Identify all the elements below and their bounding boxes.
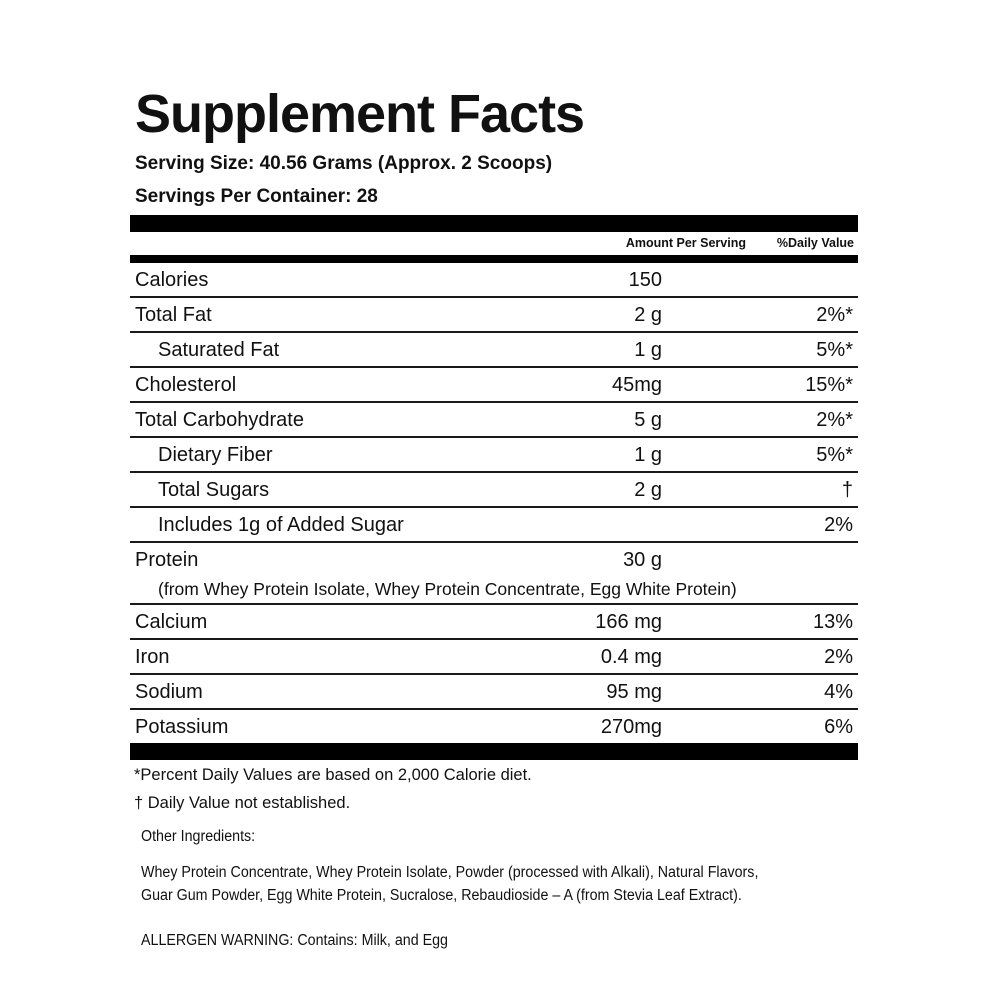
row-total-carbohydrate [130, 403, 858, 438]
nutrient-daily-value: 2% [824, 514, 853, 536]
row-calories [130, 263, 858, 298]
nutrient-daily-value: 4% [824, 681, 853, 703]
row-iron [130, 640, 858, 675]
nutrient-amount: 95 mg [606, 681, 662, 703]
protein-source-note: (from Whey Protein Isolate, Whey Protein Concentrate, Egg White Protein) [158, 579, 737, 599]
nutrient-amount: 0.4 mg [600, 646, 662, 668]
nutrient-name: Iron [135, 646, 170, 668]
top-thick-divider [130, 215, 858, 232]
row-total-sugars [130, 473, 858, 508]
nutrient-amount: 166 mg [595, 611, 662, 633]
nutrient-amount: 2 g [634, 479, 662, 501]
nutrient-name: Total Fat [135, 304, 212, 326]
row-cholesterol [130, 368, 858, 403]
allergen-warning: ALLERGEN WARNING: Contains: Milk, and Egg [141, 932, 448, 949]
row-saturated-fat [130, 333, 858, 368]
nutrient-daily-value: † [841, 479, 853, 501]
row-total-fat [130, 298, 858, 333]
other-ingredients-line-2: Guar Gum Powder, Egg White Protein, Sucralose, Rebaudioside – A (from Stevia Leaf Extract). [141, 887, 742, 904]
nutrient-name: Total Sugars [158, 479, 270, 501]
nutrient-name: Sodium [135, 681, 203, 703]
nutrient-name: Total Carbohydrate [135, 409, 304, 431]
amount-header: Amount Per Serving [625, 236, 746, 250]
nutrient-amount: 1 g [634, 339, 662, 361]
nutrient-name: Calories [135, 269, 209, 291]
nutrient-amount: 45mg [611, 374, 662, 396]
supplement-facts-panel [130, 80, 858, 760]
serving-size: Serving Size: 40.56 Grams (Approx. 2 Scoops) [135, 153, 553, 174]
servings-per-container: Servings Per Container: 28 [135, 186, 378, 207]
footnote-dagger: † Daily Value not established. [134, 794, 351, 812]
nutrient-name: Calcium [135, 611, 208, 633]
bottom-thick-divider [130, 743, 858, 760]
page-title: Supplement Facts [135, 84, 585, 144]
row-dietary-fiber [130, 438, 858, 473]
nutrient-amount: 270mg [600, 716, 662, 738]
nutrient-daily-value: 2%* [816, 409, 853, 431]
other-ingredients-title: Other Ingredients: [141, 828, 256, 845]
column-headers [130, 232, 858, 255]
nutrient-daily-value: 5%* [816, 339, 853, 361]
nutrient-daily-value: 15%* [805, 374, 853, 396]
nutrient-amount: 2 g [634, 304, 662, 326]
nutrient-name: Includes 1g of Added Sugar [158, 514, 404, 536]
nutrient-amount: 5 g [634, 409, 662, 431]
nutrient-daily-value: 6% [824, 716, 853, 738]
nutrient-daily-value: 2%* [816, 304, 853, 326]
other-ingredients-line-1: Whey Protein Concentrate, Whey Protein Isolate, Powder (processed with Alkali), Natural Flavors, [141, 864, 759, 881]
nutrient-amount: 1 g [634, 444, 662, 466]
nutrient-daily-value: 5%* [816, 444, 853, 466]
nutrient-amount: 150 [628, 269, 662, 291]
row-protein [130, 543, 858, 605]
row-calcium [130, 605, 858, 640]
nutrient-amount: 30 g [623, 549, 662, 571]
nutrient-daily-value: 2% [824, 646, 853, 668]
nutrient-name: Saturated Fat [158, 339, 280, 361]
footnote-percent: *Percent Daily Values are based on 2,000 Calorie diet. [134, 766, 532, 784]
row-sodium [130, 675, 858, 710]
nutrient-name: Dietary Fiber [158, 444, 273, 466]
row-potassium [130, 710, 858, 743]
daily-value-header: %Daily Value [776, 236, 854, 250]
row-added-sugar [130, 508, 858, 543]
nutrient-daily-value: 13% [812, 611, 853, 633]
header-divider [130, 255, 858, 263]
nutrient-name: Cholesterol [135, 374, 237, 396]
nutrient-name: Potassium [135, 716, 229, 738]
nutrient-name: Protein [135, 549, 199, 571]
